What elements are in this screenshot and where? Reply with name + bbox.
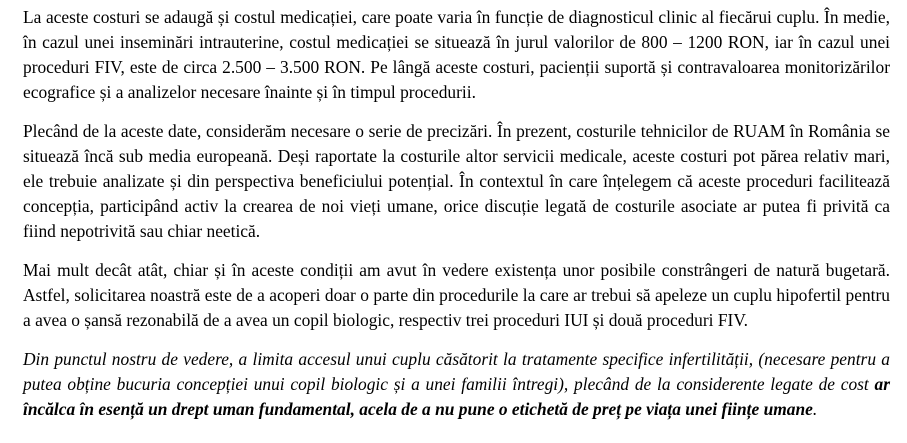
paragraph-clarifications: Plecând de la aceste date, considerăm necesare o serie de precizări. În prezent, costurile tehnicilor de RUAM în România se situează încă sub media europeană. Deși raportate la costurile altor servicii medicale, aceste costuri pot părea relativ mari, ele trebuie analizate și din perspectiva beneficiului potențial. În contextul în care înțelegem că aceste proceduri facilitează concepția, participând activ la crearea de noi vieți umane, orice discuție legată de costurile asociate ar putea fi privită ca fiind nepotrivită sau chiar neetică. <box>23 121 890 241</box>
conclusion-emphasis: ar încălca în esență un drept uman fundamental, acela de a nu pune o etichetă de preț pe viața unei ființe umane <box>23 374 890 419</box>
conclusion-intro: Din punctul nostru de vedere, a limita accesul unui cuplu căsătorit la tratamente specifice infertilității, (necesare pentru a putea obține bucuria concepției unui copil biologic și a unei familii întregi), plecând de la considerente legate de cost <box>23 349 890 394</box>
conclusion-end: . <box>812 399 818 419</box>
paragraph-budget-constraints: Mai mult decât atât, chiar și în aceste condiții am avut în vedere existența unor posibile constrângeri de natură bugetară. Astfel, solicitarea noastră este de a acoperi doar o parte din procedurile la care ar trebui să apeleze un cuplu hipofertil pentru a avea o șansă rezonabilă de a avea un copil biologic, respectiv trei proceduri IUI și două proceduri FIV. <box>23 260 890 330</box>
paragraph-medication-costs: La aceste costuri se adaugă și costul medicației, care poate varia în funcție de diagnosticul clinic al fiecărui cuplu. În medie, în cazul unei inseminări intrauterine, costul medicației se situează în jurul valorilor de 800 – 1200 RON, iar în cazul unei proceduri FIV, este de circa 2.500 – 3.500 RON. Pe lângă aceste costuri, pacienții suportă și contravaloarea monitorizărilor ecografice și a analizelor necesare înainte și în timpul procedurii. <box>23 7 890 102</box>
paragraph-conclusion <box>23 347 890 422</box>
